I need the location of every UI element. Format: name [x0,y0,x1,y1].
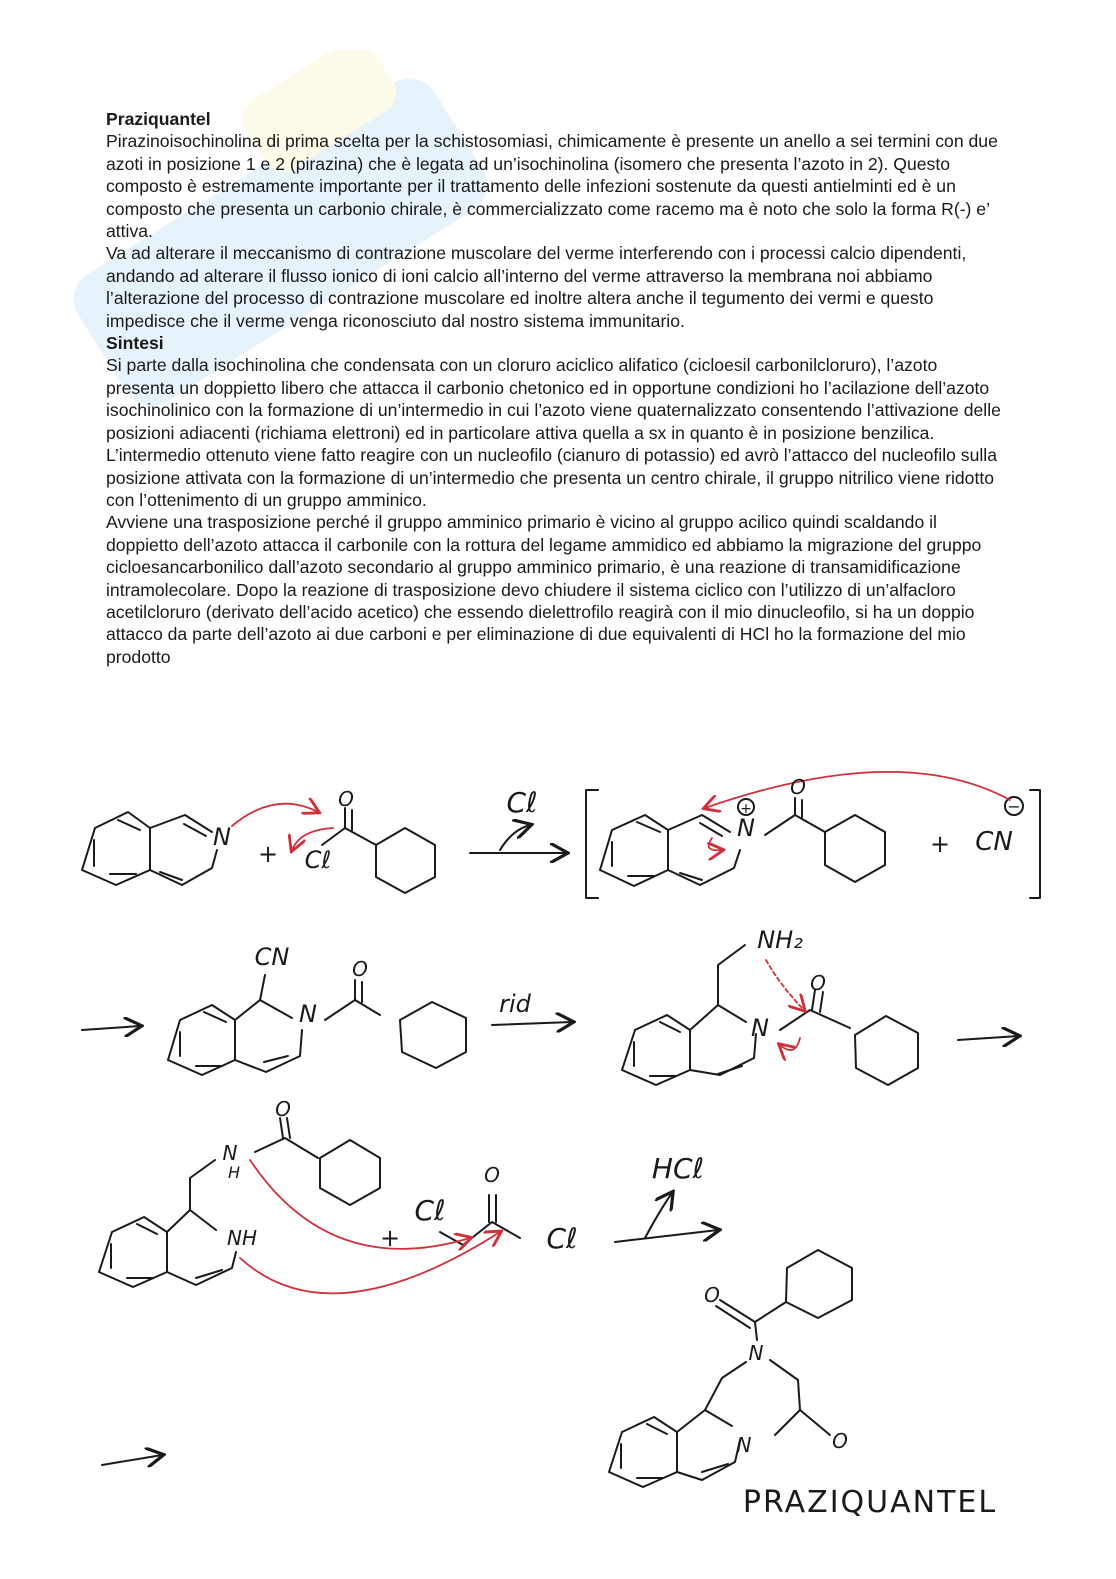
electron-arrow-n-to-carbonyl [232,804,318,826]
cn-group-label: CN [254,943,290,971]
n3-label: N [299,1000,317,1028]
n1-label: N [213,823,231,851]
reaction-arrow-2 [82,1026,140,1030]
plus-sign-3: + [379,1224,401,1252]
cyclohexanecarbonyl-chloride [322,808,435,893]
nh-ring-label: NH [227,1226,257,1250]
electron-arrow-nh2-attack [766,960,804,1010]
synthesis-scheme [0,760,1116,1579]
hcl-label: HCℓ [651,1152,705,1185]
synthesis-paragraph-2: Avviene una trasposizione perché il gruppo amminico primario è vicino al gruppo acilico quindi scaldando il doppietto dell’azoto attacca il carbonile con la rottura del legame ammidico ed abbiamo la migrazione del gruppo cicloesancarbonilico dall’azoto secondario al gruppo amminico primario, è una reazione di transamidificazione intramolecolare. Dopo la reazione di trasposizione devo chiudere il sistema ciclico con l’utilizzo di un’alfacloro acetilcloruro (derivato dell’acido acetico) che essendo dielettrofilo reagirà con il mio dinucleofilo, si ha un doppio attacco da parte dell’azoto ai due carboni e per eliminazione di due equivalenti di HCl ho la formazione del mio prodotto [106,512,982,667]
praziquantel-product [609,1250,852,1487]
o1-label: O [338,787,354,811]
o6-label: O [484,1163,500,1187]
o2-label: O [790,775,806,799]
o3-label: O [352,957,368,981]
n6-label: N [736,1433,752,1457]
plus-sign-2: + [929,830,951,858]
o5-label: O [275,1097,291,1121]
reaction-arrow-3 [958,1036,1018,1040]
o8-label: O [832,1429,848,1453]
n2-label: N [737,814,755,842]
reissert-nitrile-intermediate [168,975,466,1075]
nh2-label: NH₂ [757,926,803,954]
document-body [106,108,1006,668]
intro-paragraph-2: Va ad alterare il meccanismo di contrazione muscolare del verme interferendo con i processi calcio dipendenti, andando ad alterare il flusso ionico di ioni calcio all’interno del verme attraverso la membrana noi abbiamo l’alterazione del processo di contrazione muscolare ed inoltre altera anche il tegumento dei vermi e questo impedisce che il verme venga riconosciuto dal nostro sistema immunitario. [106,243,967,331]
section-title: Sintesi [106,333,164,354]
reduction-arrow [492,1022,572,1025]
amide-h-label: H [227,1163,241,1182]
n4-label: N [751,1014,769,1042]
reaction-arrow-5 [102,1455,162,1465]
rid-label: rid [499,990,531,1018]
positive-charge: + [740,801,752,817]
page-title: Praziquantel [106,109,211,129]
synthesis-paragraph-1: Si parte dalla isochinolina che condensata con un cloruro aciclico alifatico (cicloesil carbonilcloruro), l’azoto presenta un doppietto libero che attacca il carbonio chetonico ed in opportune condizioni ho l’acilazione dell’azoto isochinolinico con la formazione di un’intermedio in cui l’azoto viene quaternalizzato consentendo l’attivazione delle posizioni adiacenti (richiama elettroni) ed in particolare attiva quella a sx in quanto è in posizione benzilica. L’intermedio ottenuto viene fatto reagire con un nucleofilo (cianuro di potassio) ed avrò l’attacco del nucleofilo sulla posizione attivata con la formazione di un’intermedio che presenta un centro chirale, il gruppo nitrilico viene ridotto con l’ottenimento di un gruppo amminico. [106,355,1001,510]
cl-byproduct-label: Cℓ [506,786,538,819]
hcl-leaving-arrow [645,1193,672,1238]
cl-left-label: Cℓ [414,1194,446,1227]
cyanide-label: CN [975,827,1013,857]
o4-label: O [810,971,826,995]
intro-paragraph-1: Pirazinoisochinolina di prima scelta per la schistosomiasi, chimicamente è presente un anello a sei termini con due azoti in posizione 1 e 2 (pirazina) che è legata ad un’isochinolina (isomero che presenta l’azoto in 2). Questo composto è estremamente importante per il trattamento delle infezioni sostenute da questi antielminti ed è un composto che presenta un carbonio chirale, è commercializzato come racemo ma è noto che solo la forma R(-) e’ attiva. [106,131,998,242]
n5-label: N [748,1341,764,1365]
reaction-arrow-4 [615,1230,718,1242]
plus-sign-1: + [257,840,279,868]
transamidation-product [99,1118,380,1287]
product-name-label: PRAZIQUANTEL [742,1485,998,1520]
chloroacetyl-chloride [440,1195,520,1245]
cl1-label: Cℓ [304,846,332,874]
electron-arrow-amide-break [780,1038,800,1050]
electron-arrow-ring-shift [709,838,722,850]
o7-label: O [704,1283,720,1307]
cl-right-label: Cℓ [546,1222,578,1255]
isoquinoline-reactant [82,812,217,885]
negative-charge: − [1007,797,1021,816]
acyl-isoquinolinium-intermediate [586,790,1040,898]
chloride-leaving-arrow [500,825,530,850]
amide-n-label: N [222,1141,238,1165]
